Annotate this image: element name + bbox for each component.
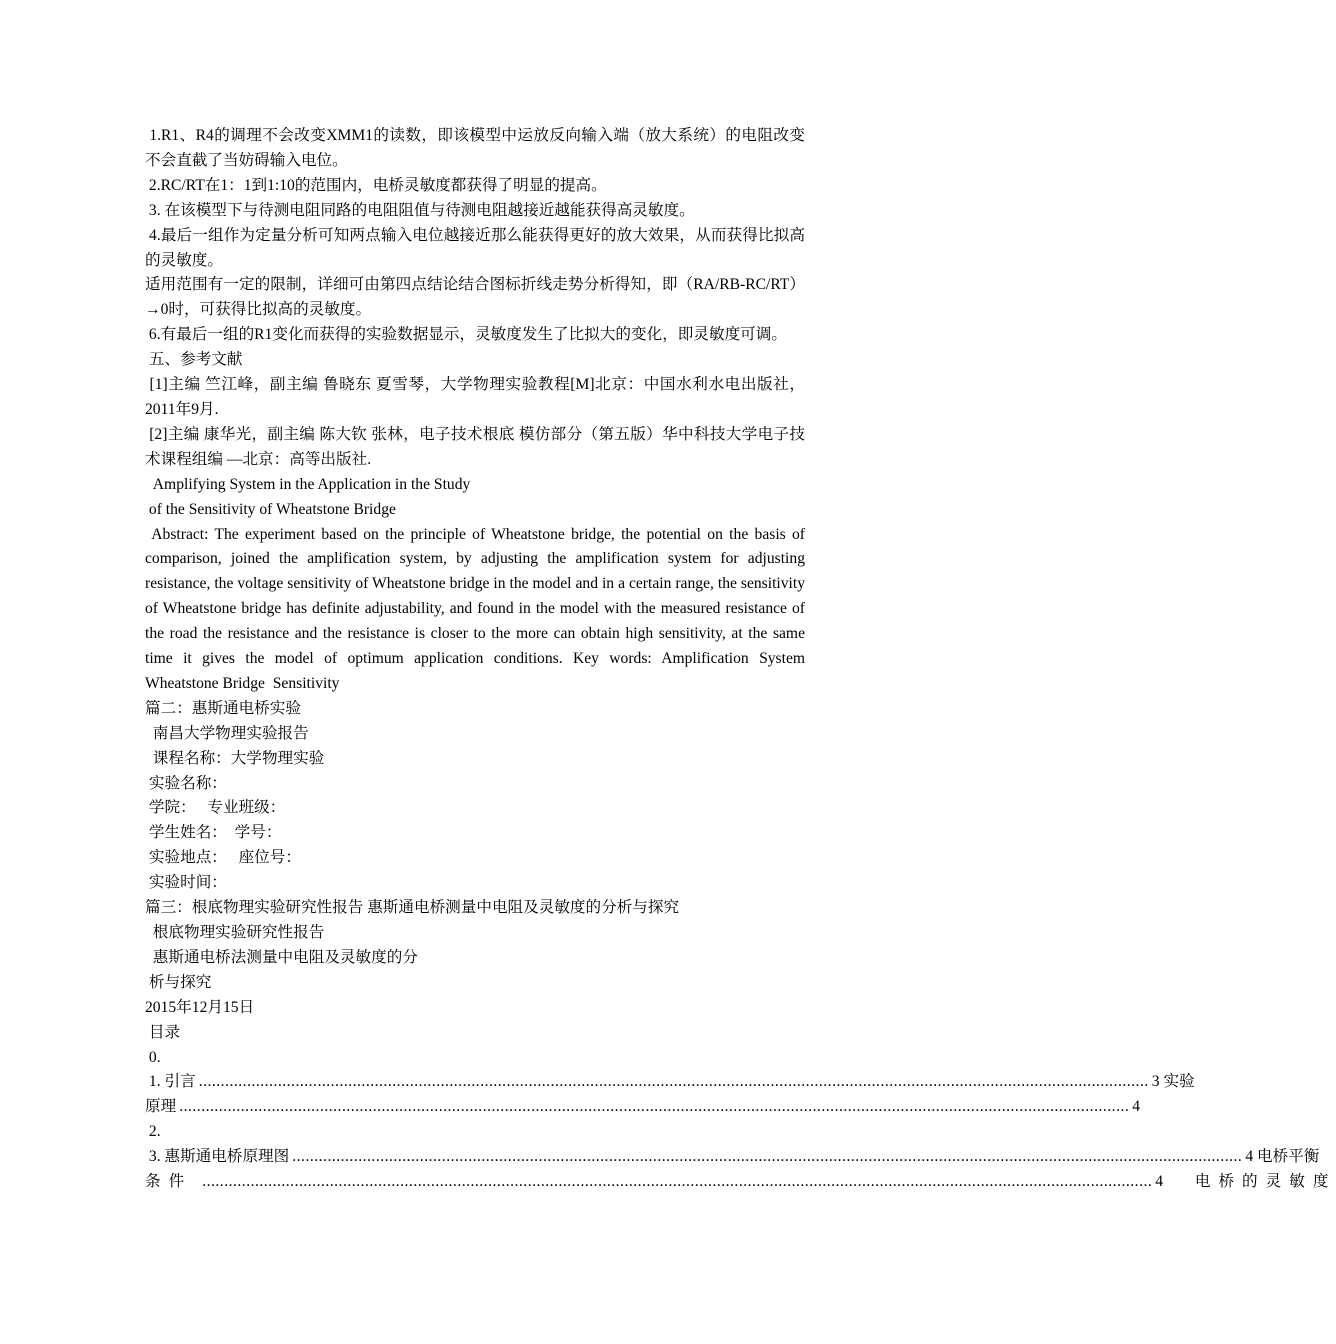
toc-heading: 目录: [145, 1023, 181, 1041]
references-heading: 五、参考文献: [145, 351, 243, 369]
toc-entry-label: 1. 引言: [145, 1073, 196, 1091]
document-page: [145, 124, 1336, 1195]
part2-line: 南昌大学物理实验报告: [145, 724, 309, 742]
toc-leader: ........................................................................................................................................................................................................................: [179, 1098, 1130, 1116]
part2-line: 课程名称：大学物理实验: [145, 749, 325, 767]
part2-line: 学生姓名： 学号：: [145, 824, 282, 842]
report-date: 2015年12月15日: [145, 998, 255, 1016]
reference-item: [2]主编 康华光，副主编 陈大钦 张林，电子技术根底 模仿部分（第五版）华中科技大学电子技术课程组编 —北京：高等出版社.: [145, 425, 806, 468]
part3-heading: 篇三：根底物理实验研究性报告 惠斯通电桥测量中电阻及灵敏度的分析与探究: [145, 899, 680, 917]
part2-line: 学院： 专业班级：: [145, 799, 286, 817]
english-title-line2: of the Sensitivity of Wheatstone Bridge: [145, 500, 396, 518]
toc-entry-page: 4: [1132, 1098, 1141, 1116]
toc-row-introduction[interactable]: [145, 1070, 1195, 1095]
english-abstract: Abstract: The experiment based on the principle of Wheatstone bridge, the potential on the basis of comparison, joined the amplification system, by adjusting the amplification system for adjusting resistance, the voltage sensitivity of Wheatstone bridge in the model and in a certain range, the sensitivity of Wheatstone bridge has definite adjustability, and found in the model with the measured resistance of the road the resistance and the resistance is closer to the more can obtain high sensitivity, at the same time it gives the model of optimum application conditions. Key words: Amplification System Wheatstone Bridge Sensitivity: [145, 525, 813, 692]
toc-entry-label: 条件: [145, 1173, 193, 1191]
part3-line: 根底物理实验研究性报告: [145, 924, 325, 941]
toc-entry-page: 4 电桥平衡: [1245, 1148, 1320, 1166]
english-title-line1: Amplifying System in the Application in the Study: [145, 475, 471, 493]
conclusion-1: 1.R1、R4的调理不会改变XMM1的读数，即该模型中运放反向输入端（放大系统）的电阻改变不会直截了当妨碍输入电位。: [145, 127, 805, 169]
conclusion-5: 适用范围有一定的限制，详细可由第四点结论结合图标折线走势分析得知，即（RA/RB-RC/RT）→0时，可获得比拟高的灵敏度。: [145, 276, 805, 319]
conclusion-4: 4.最后一组作为定量分析可知两点输入电位越接近那么能获得更好的放大效果，从而获得比拟高的灵敏度。: [145, 226, 805, 269]
toc-leader: ........................................................................................................................................................................................................................: [198, 1073, 1149, 1091]
toc-entry-label: 原理: [145, 1098, 177, 1116]
toc-leader: ........................................................................................................................................................................................................................: [292, 1148, 1243, 1166]
toc-leader: ........................................................................................................................................................................................................................: [202, 1173, 1153, 1191]
conclusion-3: 3. 在该模型下与待测电阻同路的电阻阻值与待测电阻越接近越能获得高灵敏度。: [145, 201, 695, 219]
part3-line: 惠斯通电桥法测量中电阻及灵敏度的分: [145, 948, 418, 966]
part2-line: 实验时间：: [145, 874, 227, 892]
toc-line: 2.: [145, 1123, 161, 1141]
part3-line: 析与探究: [145, 973, 212, 991]
toc-line: 0.: [145, 1048, 161, 1066]
toc-entry-page: 4 电桥的灵敏度: [1155, 1173, 1336, 1191]
reference-item: [1]主编 竺江峰，副主编 鲁晓东 夏雪琴，大学物理实验教程[M]北京：中国水利水电出版社，2011年9月.: [145, 376, 805, 418]
toc-row-diagram[interactable]: [145, 1145, 1320, 1170]
part2-heading: 篇二：惠斯通电桥实验: [145, 699, 301, 717]
toc-row-principle[interactable]: [145, 1095, 1141, 1120]
part2-line: 实验名称：: [145, 774, 227, 792]
part2-line: 实验地点： 座位号：: [145, 849, 301, 867]
toc-entry-page: 3 实验: [1151, 1073, 1195, 1091]
toc-entry-label: 3. 惠斯通电桥原理图: [145, 1148, 290, 1166]
toc-row-balance[interactable]: [145, 1170, 1336, 1195]
conclusion-2: 2.RC/RT在1：1到1:10的范围内，电桥灵敏度都获得了明显的提高。: [145, 176, 607, 194]
conclusion-6: 6.有最后一组的R1变化而获得的实验数据显示，灵敏度发生了比拟大的变化，即灵敏度可调。: [145, 326, 787, 344]
